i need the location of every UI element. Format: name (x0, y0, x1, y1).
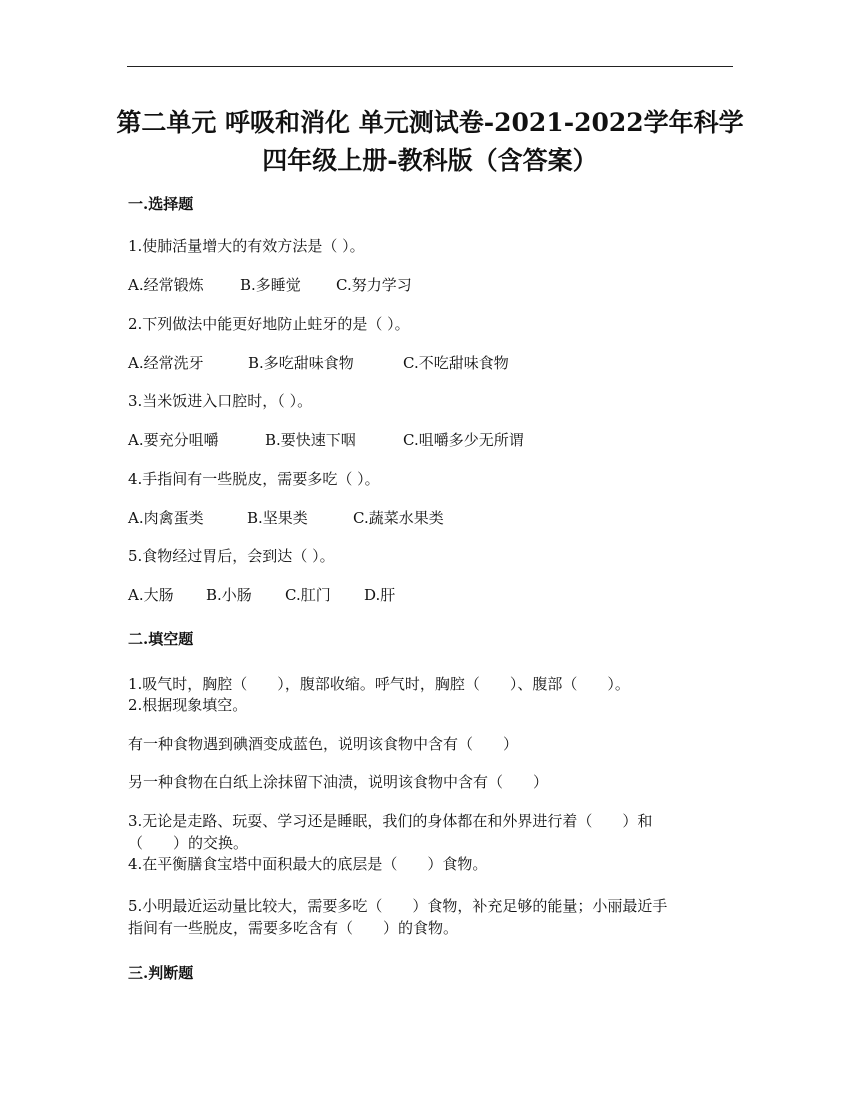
section-heading-judge: 三.判断题 (128, 964, 194, 982)
header-rule (127, 66, 733, 67)
fill-question-2b: 另一种食物在白纸上涂抹留下油渍，说明该食物中含有（ ） (128, 773, 549, 791)
option-a: A.肉禽蛋类 (128, 509, 204, 527)
choice-options-4 (128, 507, 444, 528)
option-b: B.多睡觉 (240, 276, 301, 294)
fill-question-4: 4.在平衡膳食宝塔中面积最大的底层是（ ）食物。 (128, 855, 488, 873)
option-c: C.蔬菜水果类 (353, 509, 444, 527)
fill-question-1: 1.吸气时，胸腔（ ），腹部收缩。呼气时，胸腔（ ）、腹部（ ）。 (128, 675, 630, 693)
choice-options-1 (128, 274, 412, 295)
choice-question-5: 5.食物经过胃后，会到达（ ）。 (128, 547, 335, 565)
section-heading-choice: 一.选择题 (128, 195, 194, 213)
document-title-line1: 第二单元 呼吸和消化 单元测试卷-2021-2022学年科学 (116, 108, 744, 137)
option-c: C.不吃甜味食物 (403, 354, 509, 372)
fill-question-3-line1: 3.无论是走路、玩耍、学习还是睡眠，我们的身体都在和外界进行着（ ）和 (128, 812, 653, 830)
choice-question-3: 3.当米饭进入口腔时，（ ）。 (128, 392, 313, 410)
option-c: C.咀嚼多少无所谓 (403, 431, 524, 449)
fill-question-3-line2: （ ）的交换。 (128, 834, 249, 852)
fill-question-5-line2: 指间有一些脱皮，需要多吃含有（ ）的食物。 (128, 919, 459, 937)
choice-options-5 (128, 584, 395, 605)
choice-options-3 (128, 429, 524, 450)
choice-options-2 (128, 352, 509, 373)
option-a: A.大肠 (128, 586, 174, 604)
option-c: C.努力学习 (336, 276, 412, 294)
fill-question-5-line1: 5.小明最近运动量比较大，需要多吃（ ）食物，补充足够的能量；小丽最近手 (128, 897, 668, 915)
fill-question-2a: 有一种食物遇到碘酒变成蓝色，说明该食物中含有（ ） (128, 735, 519, 753)
option-a: A.要充分咀嚼 (128, 431, 219, 449)
document-title-line2: 四年级上册-教科版（含答案） (262, 146, 598, 175)
option-b: B.要快速下咽 (265, 431, 356, 449)
option-d: D.肝 (364, 586, 396, 604)
choice-question-4: 4.手指间有一些脱皮，需要多吃（ ）。 (128, 470, 380, 488)
choice-question-1: 1.使肺活量增大的有效方法是（ ）。 (128, 237, 365, 255)
option-a: A.经常洗牙 (128, 354, 204, 372)
choice-question-2: 2.下列做法中能更好地防止蛀牙的是（ ）。 (128, 315, 410, 333)
section-heading-fill: 二.填空题 (128, 630, 194, 648)
option-c: C.肛门 (285, 586, 331, 604)
option-b: B.坚果类 (247, 509, 308, 527)
fill-question-2: 2.根据现象填空。 (128, 696, 248, 714)
option-b: B.多吃甜味食物 (248, 354, 354, 372)
option-a: A.经常锻炼 (128, 276, 204, 294)
option-b: B.小肠 (206, 586, 252, 604)
